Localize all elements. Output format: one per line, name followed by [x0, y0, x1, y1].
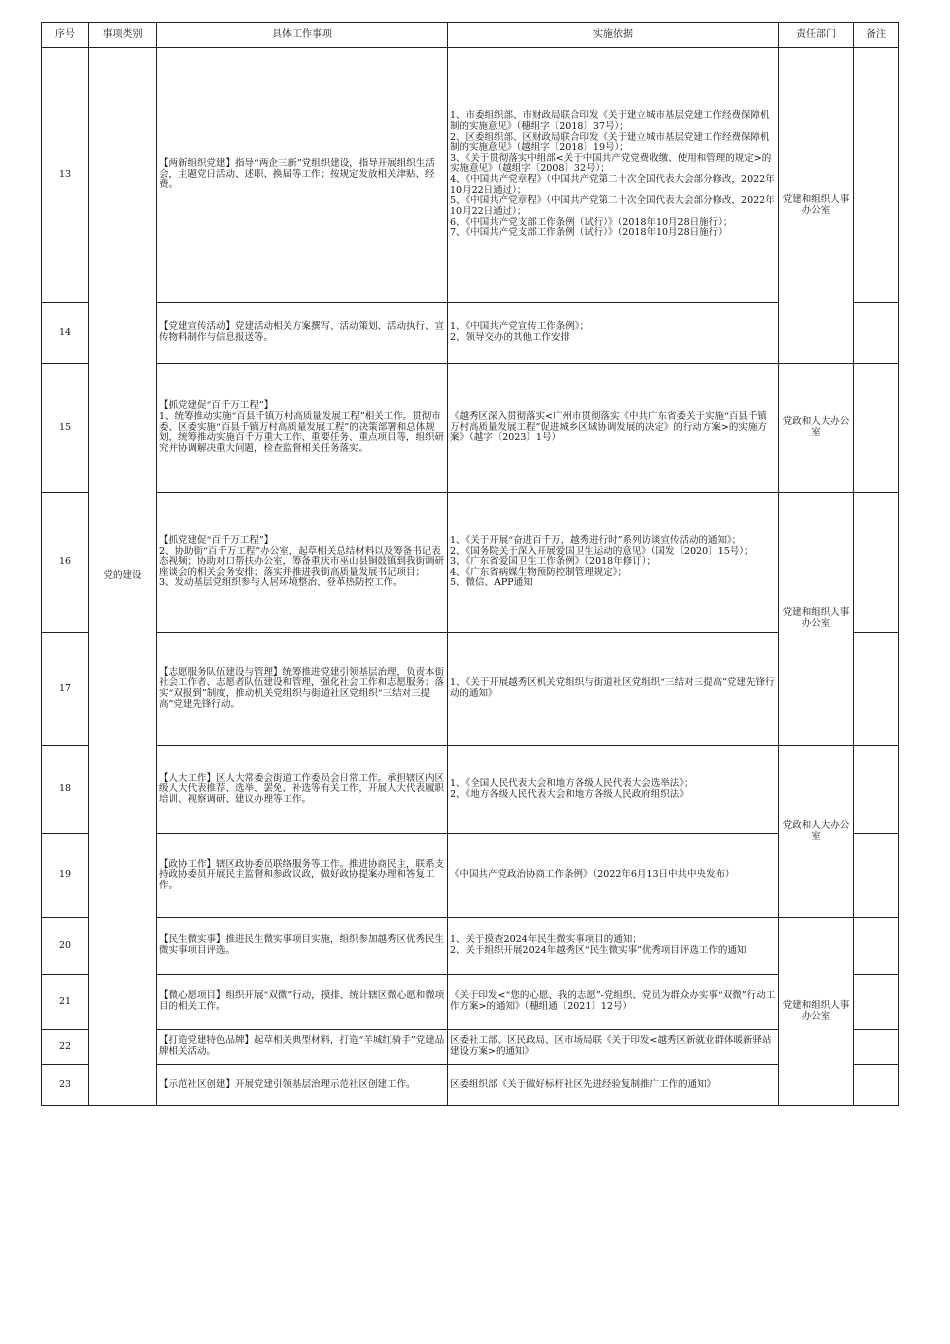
header-work-item: 具体工作事项 [157, 23, 448, 48]
basis-cell: 1、市委组织部、市财政局联合印发《关于建立城市基层党建工作经费保障机制的实施意见》（穗组字〔2018〕37号）； 2、区委组织部、区财政局联合印发《关于建立城市基层党建工作经费保障机制的实施意见》（越组字〔2018〕19号）； 3、《关于贯彻落实中组部<关于中国共产党党费收缴、使用和管理的规定>的实施意见》（越组字〔2008〕32号）； 4、《中国共产党章程》（中国共产党第二十次全国代表大会部分修改，2022年10月22日通过）； 5、《中国共产党章程》（中国共产党第二十次全国代表大会部分修改，2022年10月22日通过）； 6、《中国共产党支部工作条例（试行）》（2018年10月28日施行）； 7、《中国共产党支部工作条例（试行）》（2018年10月28日施行） [448, 48, 779, 303]
work-item-cell: 【志愿服务队伍建设与管理】统筹推进党建引领基层治理，负责本街社会工作者、志愿者队伍建设和管理，强化社会工作和志愿服务；落实“双报到”制度，推动机关党组织与街道社区党组织“三结对三提高”党建先锋行动。 [157, 633, 448, 746]
work-item-cell: 【打造党建特色品牌】起草相关典型材料，打造“羊城红骑手”党建品牌相关活动。 [157, 1030, 448, 1065]
table-row [42, 1065, 899, 1106]
basis-cell: 1、《关于开展越秀区机关党组织与街道社区党组织“三结对三提高”党建先锋行动的通知》 [448, 633, 779, 746]
basis-cell: 区委社工部、区民政局、区市场局联《关于印发<越秀区新就业群体暖新驿站建设方案>的通知》 [448, 1030, 779, 1065]
work-item-cell: 【党建宣传活动】党建活动相关方案撰写、活动策划、活动执行、宣传物料制作与信息报送等。 [157, 303, 448, 364]
basis-cell: 《关于印发<“您的心愿、我的志愿”-党组织、党员为群众办实事“双微”行动工作方案>的通知》（穗组通〔2021〕12号） [448, 975, 779, 1030]
department-cell: 党政和人大办公室 [779, 746, 854, 918]
remarks-cell [854, 303, 899, 364]
row-number: 19 [42, 834, 89, 918]
basis-cell: 1、《全国人民代表大会和地方各级人民代表大会选举法》； 2、《地方各级人民代表大会和地方各级人民政府组织法》 [448, 746, 779, 834]
basis-cell: 《中国共产党政治协商工作条例》（2022年6月13日中共中央发布） [448, 834, 779, 918]
remarks-cell [854, 48, 899, 303]
remarks-cell [854, 1030, 899, 1065]
table-row [42, 633, 899, 746]
work-item-cell: 【抓党建促“百千万工程”】 1、统筹推动实施“百县千镇万村高质量发展工程”相关工作。贯彻市委、区委实施“百县千镇万村高质量发展工程”的决策部署和总体规划，统筹推动实施百千万重大工作、重要任务、重点项目等，组织研究并协调解决重大问题，检查监督相关任务落实。 [157, 364, 448, 493]
remarks-cell [854, 746, 899, 834]
row-number: 18 [42, 746, 89, 834]
header-category: 事项类别 [89, 23, 157, 48]
work-item-cell: 【人大工作】区人大常委会街道工作委员会日常工作。承担辖区内区级人大代表推荐、选举、罢免、补选等有关工作，开展人大代表履职培训、视察调研、建议办理等工作。 [157, 746, 448, 834]
table-row [42, 48, 899, 303]
work-item-cell: 【政协工作】辖区政协委员联络服务等工作。推进协商民主，联系支持政协委员开展民主监督和参政议政，做好政协提案办理和答复工作。 [157, 834, 448, 918]
basis-cell: 1、《关于开展“奋进百千万，越秀进行时”系列访谈宣传活动的通知》； 2、《国务院关于深入开展爱国卫生运动的意见》（国发〔2020〕15号）； 3、《广东省爱国卫生工作条例》（2018年修订）； 4、《广东省病媒生物预防控制管理规定》； 5、微信、APP通知 [448, 493, 779, 633]
remarks-cell [854, 918, 899, 975]
row-number: 20 [42, 918, 89, 975]
header-seq: 序号 [42, 23, 89, 48]
header-remarks: 备注 [854, 23, 899, 48]
header-department: 责任部门 [779, 23, 854, 48]
work-item-cell: 【微心愿项目】组织开展“双微”行动，摸排、统计辖区微心愿和微项目的相关工作。 [157, 975, 448, 1030]
work-item-cell: 【民生微实事】推进民生微实事项目实施，组织参加越秀区优秀民生微实事项目评选。 [157, 918, 448, 975]
remarks-cell [854, 633, 899, 746]
remarks-cell [854, 364, 899, 493]
row-number: 15 [42, 364, 89, 493]
basis-cell: 1、关于摸查2024年民生微实事项目的通知； 2、关于组织开展2024年越秀区“民生微实事”优秀项目评选工作的通知 [448, 918, 779, 975]
department-cell: 党政和人大办公室 [779, 364, 854, 493]
row-number: 23 [42, 1065, 89, 1106]
header-row [42, 23, 899, 48]
department-cell: 党建和组织人事办公室 [779, 493, 854, 746]
basis-cell: 《越秀区深入贯彻落实<广州市贯彻落实《中共广东省委关于实施“百县千镇万村高质量发展工程”促进城乡区域协调发展的决定》的行动方案>的实施方案》（越字〔2023〕1号） [448, 364, 779, 493]
remarks-cell [854, 975, 899, 1030]
table-row [42, 834, 899, 918]
category-cell: 党的建设 [89, 48, 157, 1106]
department-cell: 党建和组织人事办公室 [779, 918, 854, 1106]
row-number: 21 [42, 975, 89, 1030]
work-item-cell: 【抓党建促“百千万工程”】 2、协助街“百千万工程”办公室，起草相关总结材料以及筹备书记表态视频；协助对口帮扶办公室，筹备重庆市巫山县铜鼓镇到我街调研座谈会的相关会务安排；落实并推进我街高质量发展书记项目； 3、发动基层党组织参与人居环境整治、登革热防控工作。 [157, 493, 448, 633]
table-row [42, 918, 899, 975]
table-row [42, 493, 899, 633]
table-row [42, 364, 899, 493]
remarks-cell [854, 834, 899, 918]
basis-cell: 区委组织部《关于做好标杆社区先进经验复制推广工作的通知》 [448, 1065, 779, 1106]
table-row [42, 1030, 899, 1065]
row-number: 17 [42, 633, 89, 746]
row-number: 13 [42, 48, 89, 303]
work-item-cell: 【两新组织党建】指导“两企三新”党组织建设，指导开展组织生活会，主题党日活动、述职、换届等工作；按规定发放相关津贴、经费。 [157, 48, 448, 303]
table-row [42, 975, 899, 1030]
remarks-cell [854, 493, 899, 633]
work-item-cell: 【示范社区创建】开展党建引领基层治理示范社区创建工作。 [157, 1065, 448, 1106]
table-row [42, 746, 899, 834]
basis-cell: 1、《中国共产党宣传工作条例》； 2、领导交办的其他工作安排 [448, 303, 779, 364]
row-number: 22 [42, 1030, 89, 1065]
department-cell: 党建和组织人事办公室 [779, 48, 854, 364]
remarks-cell [854, 1065, 899, 1106]
work-items-table [41, 22, 899, 1106]
row-number: 14 [42, 303, 89, 364]
row-number: 16 [42, 493, 89, 633]
table-row [42, 303, 899, 364]
header-basis: 实施依据 [448, 23, 779, 48]
